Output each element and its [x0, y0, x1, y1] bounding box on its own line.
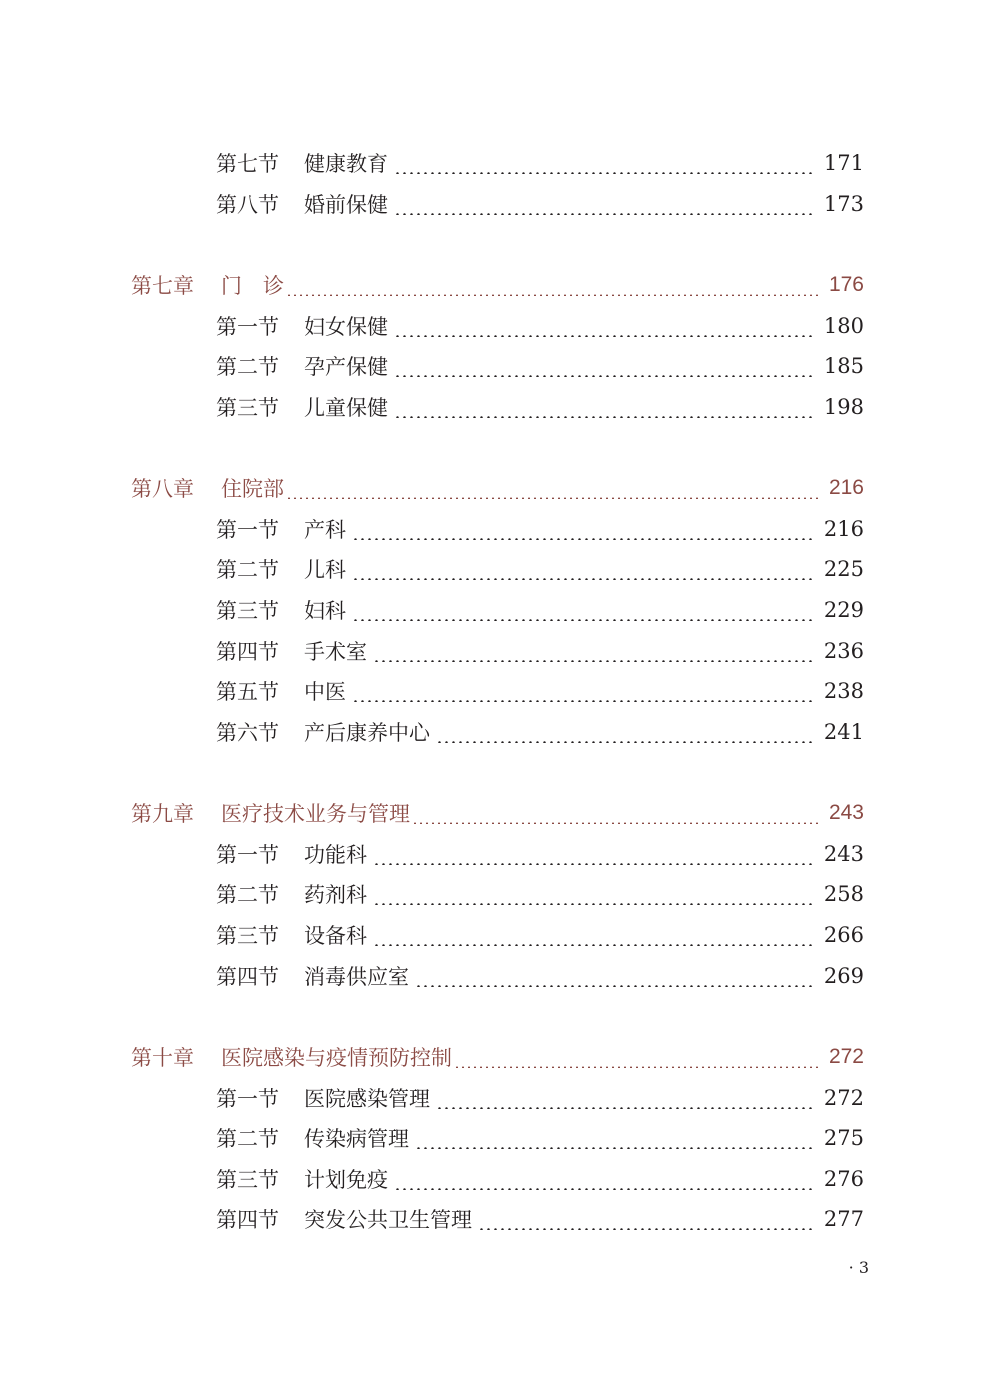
toc-section-entry[interactable] [0, 590, 1001, 630]
page-reference: 176 [828, 273, 864, 296]
page-reference: 258 [823, 882, 864, 906]
section-number: 第二节 [216, 883, 279, 907]
section-title: 手术室 [304, 640, 367, 664]
toc-section-entry[interactable] [0, 1078, 1001, 1118]
toc-section-entry[interactable] [0, 631, 1001, 671]
dot-leader [352, 519, 816, 540]
chapter-number: 第七章 [131, 274, 194, 298]
toc-section-entry[interactable] [0, 1199, 1001, 1239]
section-number: 第八节 [216, 193, 279, 217]
toc-section-entry[interactable] [0, 834, 1001, 874]
toc-section-entry[interactable] [0, 143, 1001, 183]
page-reference: 225 [823, 557, 864, 581]
chapter-number: 第九章 [131, 802, 194, 826]
page-reference: 275 [823, 1126, 864, 1150]
section-title: 计划免疫 [304, 1168, 388, 1192]
dot-leader [394, 1169, 816, 1190]
toc-section-entry[interactable] [0, 346, 1001, 386]
page-number: · 3 [848, 1258, 869, 1277]
toc-chapter-entry[interactable] [0, 468, 1001, 508]
section-number: 第二节 [216, 355, 279, 379]
section-number: 第一节 [216, 315, 279, 339]
dot-leader [373, 844, 816, 865]
toc-section-entry[interactable] [0, 1118, 1001, 1158]
toc-section-entry[interactable] [0, 509, 1001, 549]
section-number: 第二节 [216, 558, 279, 582]
dot-leader [478, 1209, 816, 1230]
section-title: 孕产保健 [304, 355, 388, 379]
dot-leader [415, 1128, 816, 1149]
page-reference: 173 [823, 192, 864, 216]
dot-leader [373, 925, 816, 946]
toc-section-entry[interactable] [0, 874, 1001, 914]
dot-leader [454, 1047, 821, 1068]
section-number: 第二节 [216, 1127, 279, 1151]
page-reference: 198 [823, 395, 864, 419]
dot-leader [394, 356, 816, 377]
dot-leader [373, 884, 816, 905]
toc-section-entry[interactable] [0, 956, 1001, 996]
page-reference: 216 [828, 476, 864, 499]
dot-leader [394, 194, 816, 215]
toc-section-entry[interactable] [0, 915, 1001, 955]
section-number: 第四节 [216, 965, 279, 989]
section-number: 第七节 [216, 152, 279, 176]
page-reference: 216 [823, 517, 864, 541]
dot-leader [286, 275, 821, 296]
chapter-number: 第十章 [131, 1046, 194, 1070]
page-reference: 229 [823, 598, 864, 622]
section-title: 儿童保健 [304, 396, 388, 420]
dot-leader [352, 681, 816, 702]
section-title: 产后康养中心 [304, 721, 430, 745]
dot-leader [394, 153, 816, 174]
section-number: 第五节 [216, 680, 279, 704]
section-number: 第三节 [216, 396, 279, 420]
toc-chapter-entry[interactable] [0, 1037, 1001, 1077]
section-title: 医院感染管理 [304, 1087, 430, 1111]
section-title: 儿科 [304, 558, 346, 582]
page-reference: 238 [823, 679, 864, 703]
toc-section-entry[interactable] [0, 671, 1001, 711]
section-title: 突发公共卫生管理 [304, 1208, 472, 1232]
section-number: 第一节 [216, 843, 279, 867]
dot-leader [394, 316, 816, 337]
section-title: 妇女保健 [304, 315, 388, 339]
section-title: 婚前保健 [304, 193, 388, 217]
page-reference: 243 [823, 842, 864, 866]
section-title: 药剂科 [304, 883, 367, 907]
section-title: 设备科 [304, 924, 367, 948]
toc-chapter-entry[interactable] [0, 793, 1001, 833]
dot-leader [352, 559, 816, 580]
dot-leader [286, 478, 821, 499]
chapter-title: 医院感染与疫情预防控制 [221, 1046, 452, 1070]
section-title: 妇科 [304, 599, 346, 623]
dot-leader [436, 1088, 816, 1109]
page-reference: 266 [823, 923, 864, 947]
chapter-title: 住院部 [221, 477, 284, 501]
page-reference: 185 [823, 354, 864, 378]
section-number: 第四节 [216, 1208, 279, 1232]
page-reference: 272 [828, 1045, 864, 1068]
section-title: 中医 [304, 680, 346, 704]
section-number: 第六节 [216, 721, 279, 745]
chapter-number: 第八章 [131, 477, 194, 501]
dot-leader [394, 397, 816, 418]
section-number: 第一节 [216, 1087, 279, 1111]
section-title: 健康教育 [304, 152, 388, 176]
section-number: 第四节 [216, 640, 279, 664]
page-reference: 277 [823, 1207, 864, 1231]
page-reference: 272 [823, 1086, 864, 1110]
section-number: 第三节 [216, 924, 279, 948]
page-reference: 180 [823, 314, 864, 338]
toc-chapter-entry[interactable] [0, 265, 1001, 305]
section-number: 第三节 [216, 599, 279, 623]
toc-section-entry[interactable] [0, 184, 1001, 224]
dot-leader [373, 641, 816, 662]
section-number: 第一节 [216, 518, 279, 542]
section-title: 功能科 [304, 843, 367, 867]
section-number: 第三节 [216, 1168, 279, 1192]
page-reference: 243 [828, 801, 864, 824]
page-reference: 171 [823, 151, 864, 175]
toc-section-entry[interactable] [0, 387, 1001, 427]
page-reference: 241 [823, 720, 864, 744]
chapter-title: 医疗技术业务与管理 [221, 802, 410, 826]
dot-leader [352, 600, 816, 621]
toc-section-entry[interactable] [0, 549, 1001, 589]
dot-leader [415, 966, 816, 987]
page-reference: 269 [823, 964, 864, 988]
dot-leader [412, 803, 821, 824]
page-reference: 236 [823, 639, 864, 663]
toc-section-entry[interactable] [0, 306, 1001, 346]
section-title: 消毒供应室 [304, 965, 409, 989]
chapter-title: 门 诊 [221, 274, 284, 298]
dot-leader [436, 722, 816, 743]
toc-section-entry[interactable] [0, 712, 1001, 752]
page-reference: 276 [823, 1167, 864, 1191]
section-title: 产科 [304, 518, 346, 542]
section-title: 传染病管理 [304, 1127, 409, 1151]
toc-section-entry[interactable] [0, 1159, 1001, 1199]
